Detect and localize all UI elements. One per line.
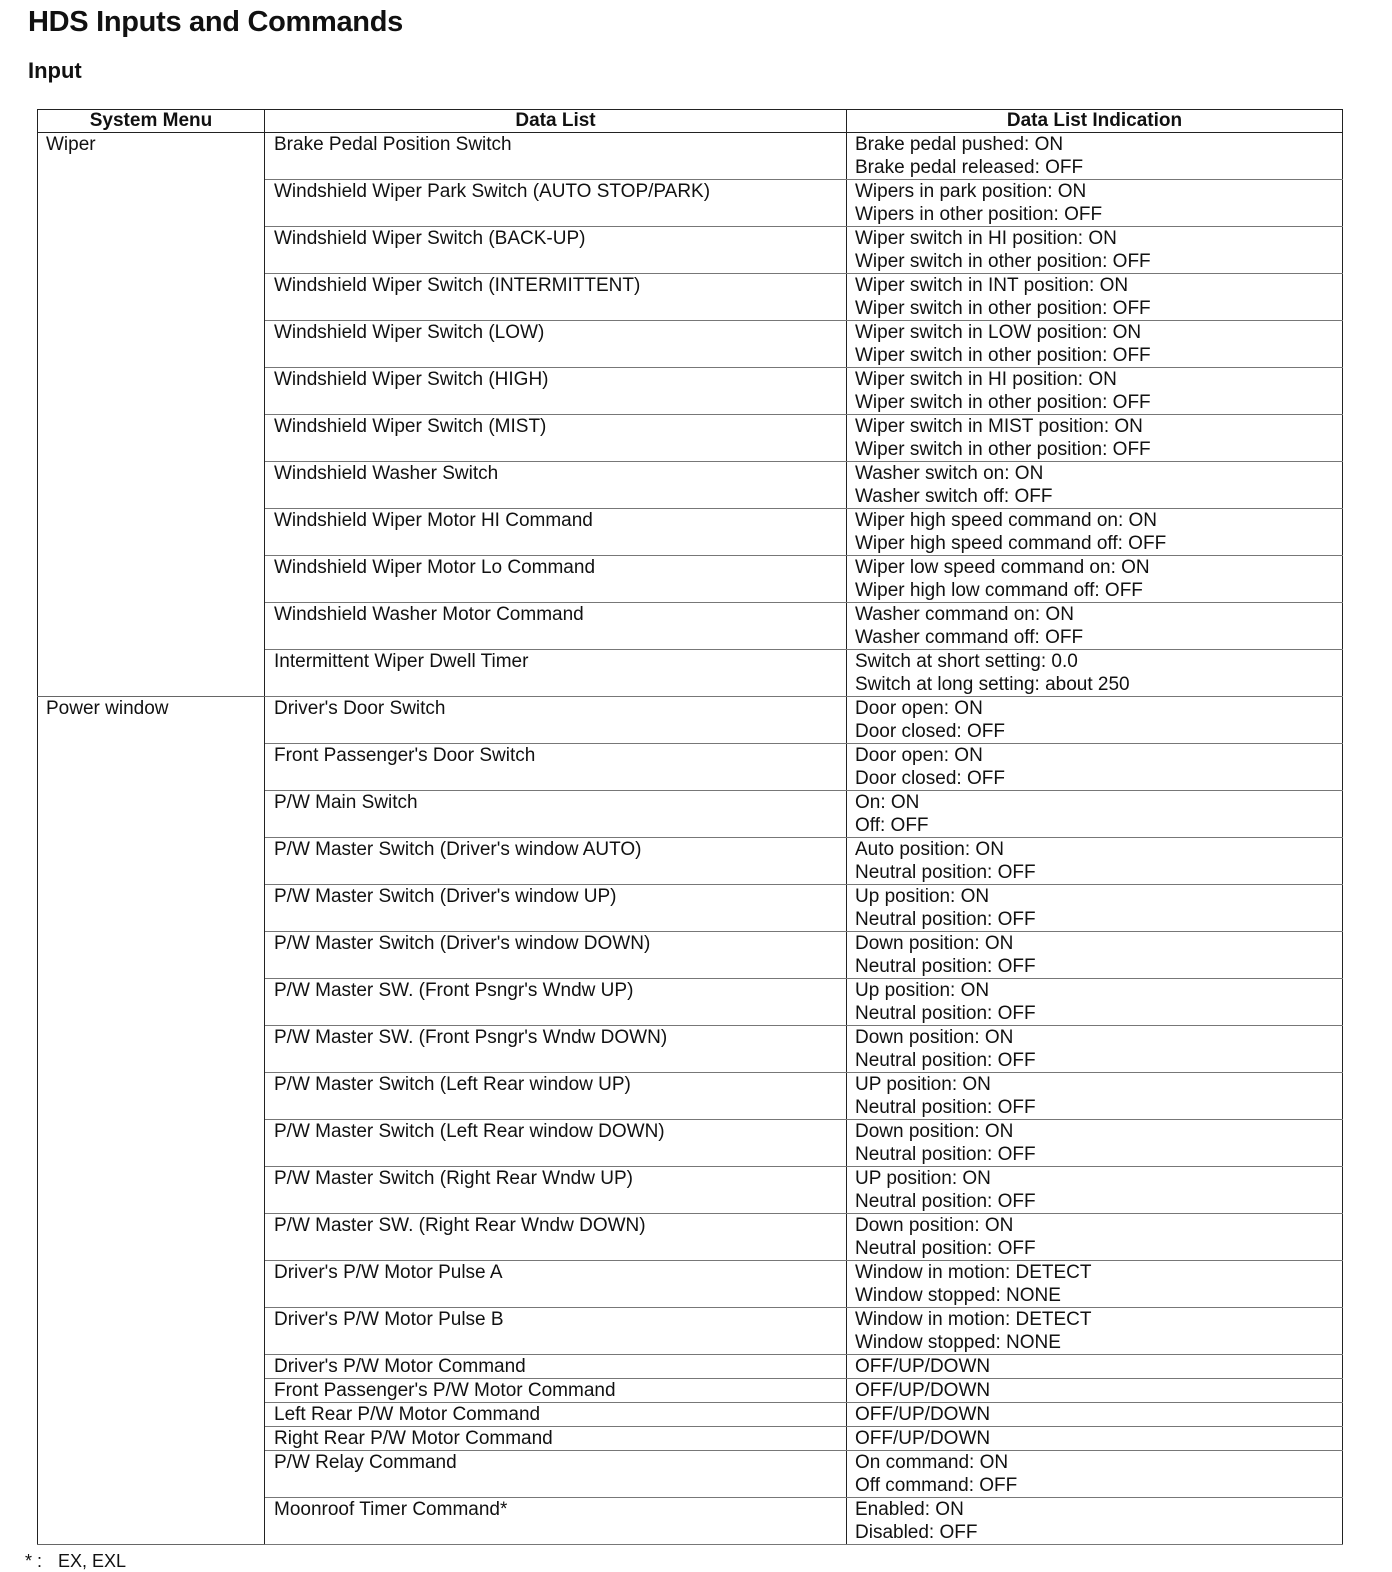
footnote — [25, 1551, 126, 1572]
indication-line: Wiper high low command off: OFF — [855, 580, 1143, 601]
data-list-indication-cell — [847, 274, 1343, 321]
data-list-indication-cell — [847, 744, 1343, 791]
data-list-item: Driver's P/W Motor Pulse B — [265, 1308, 847, 1355]
indication-line: Door closed: OFF — [855, 721, 1005, 742]
indication-line: Off command: OFF — [855, 1475, 1018, 1496]
data-list-indication-cell — [847, 697, 1343, 744]
data-list-item: P/W Master SW. (Front Psngr's Wndw UP) — [265, 979, 847, 1026]
indication-line: Switch at short setting: 0.0 — [855, 651, 1078, 672]
data-list-indication-cell — [847, 1167, 1343, 1214]
indication-line: Washer command off: OFF — [855, 627, 1084, 648]
data-list-item: Windshield Washer Motor Command — [265, 603, 847, 650]
indication-line: Wiper switch in other position: OFF — [855, 251, 1151, 272]
data-list-item: P/W Master Switch (Left Rear window DOWN) — [265, 1120, 847, 1167]
data-list-item: P/W Master SW. (Right Rear Wndw DOWN) — [265, 1214, 847, 1261]
data-list-indication-cell — [847, 650, 1343, 697]
section-title: Input — [28, 58, 82, 83]
indication-line: Brake pedal pushed: ON — [855, 134, 1064, 155]
indication-line: On: ON — [855, 792, 920, 813]
indication-line: Down position: ON — [855, 1215, 1014, 1236]
indication-line: Wiper switch in INT position: ON — [855, 275, 1129, 296]
indication-line: OFF/UP/DOWN — [855, 1380, 991, 1401]
indication-line: Window stopped: NONE — [855, 1332, 1061, 1353]
data-list-item: Intermittent Wiper Dwell Timer — [265, 650, 847, 697]
indication-line: Neutral position: OFF — [855, 1191, 1036, 1212]
data-list-indication-cell — [847, 462, 1343, 509]
data-list-item: Windshield Wiper Switch (BACK-UP) — [265, 227, 847, 274]
footnote-mark: * : — [25, 1551, 43, 1571]
data-list-indication-cell — [847, 838, 1343, 885]
data-list-item: P/W Main Switch — [265, 791, 847, 838]
indication-line: OFF/UP/DOWN — [855, 1356, 991, 1377]
indication-line: Neutral position: OFF — [855, 1050, 1036, 1071]
data-list-indication-cell — [847, 556, 1343, 603]
header-data-list-indication: Data List Indication — [847, 110, 1343, 133]
indication-line: Up position: ON — [855, 886, 990, 907]
indication-line: Door open: ON — [855, 698, 983, 719]
data-list-indication-cell — [847, 368, 1343, 415]
indication-line: Down position: ON — [855, 933, 1014, 954]
indication-line: Wiper high speed command on: ON — [855, 510, 1158, 531]
page-title: HDS Inputs and Commands — [28, 6, 403, 38]
data-list-item: Front Passenger's Door Switch — [265, 744, 847, 791]
data-list-item: Driver's Door Switch — [265, 697, 847, 744]
indication-line: Off: OFF — [855, 815, 929, 836]
data-list-item: P/W Master SW. (Front Psngr's Wndw DOWN) — [265, 1026, 847, 1073]
indication-line: Up position: ON — [855, 980, 990, 1001]
table-row — [38, 133, 1343, 180]
data-list-item: Windshield Wiper Switch (LOW) — [265, 321, 847, 368]
header-system-menu: System Menu — [38, 110, 265, 133]
data-list-indication-cell — [847, 1073, 1343, 1120]
hds-input-table — [37, 109, 1343, 1545]
indication-line: Wiper switch in MIST position: ON — [855, 416, 1143, 437]
data-list-item: Windshield Wiper Switch (MIST) — [265, 415, 847, 462]
data-list-indication-cell — [847, 1355, 1343, 1379]
data-list-indication-cell — [847, 415, 1343, 462]
data-list-indication-cell — [847, 885, 1343, 932]
system-menu-cell: Wiper — [38, 133, 265, 697]
indication-line: Wiper high speed command off: OFF — [855, 533, 1167, 554]
data-list-item: Windshield Wiper Park Switch (AUTO STOP/PARK) — [265, 180, 847, 227]
indication-line: On command: ON — [855, 1452, 1009, 1473]
indication-line: Brake pedal released: OFF — [855, 157, 1084, 178]
indication-line: Wiper low speed command on: ON — [855, 557, 1150, 578]
data-list-item: Left Rear P/W Motor Command — [265, 1403, 847, 1427]
indication-line: OFF/UP/DOWN — [855, 1404, 991, 1425]
data-list-indication-cell — [847, 1427, 1343, 1451]
indication-line: Window in motion: DETECT — [855, 1262, 1092, 1283]
data-list-item: P/W Master Switch (Left Rear window UP) — [265, 1073, 847, 1120]
data-list-item: Brake Pedal Position Switch — [265, 133, 847, 180]
indication-line: Washer command on: ON — [855, 604, 1074, 625]
data-list-indication-cell — [847, 932, 1343, 979]
system-menu-cell: Power window — [38, 697, 265, 1545]
data-list-item: Windshield Wiper Switch (INTERMITTENT) — [265, 274, 847, 321]
indication-line: Wiper switch in HI position: ON — [855, 228, 1117, 249]
indication-line: UP position: ON — [855, 1074, 991, 1095]
indication-line: Wipers in other position: OFF — [855, 204, 1103, 225]
data-list-item: P/W Master Switch (Driver's window DOWN) — [265, 932, 847, 979]
data-list-indication-cell — [847, 133, 1343, 180]
indication-line: UP position: ON — [855, 1168, 991, 1189]
indication-line: Wiper switch in HI position: ON — [855, 369, 1117, 390]
data-list-item: P/W Master Switch (Driver's window UP) — [265, 885, 847, 932]
indication-line: Down position: ON — [855, 1121, 1014, 1142]
data-list-item: Moonroof Timer Command* — [265, 1498, 847, 1545]
data-list-item: Front Passenger's P/W Motor Command — [265, 1379, 847, 1403]
indication-line: Disabled: OFF — [855, 1522, 978, 1543]
data-list-item: Windshield Wiper Motor Lo Command — [265, 556, 847, 603]
data-list-indication-cell — [847, 979, 1343, 1026]
data-list-indication-cell — [847, 1026, 1343, 1073]
indication-line: Neutral position: OFF — [855, 1238, 1036, 1259]
header-data-list: Data List — [265, 110, 847, 133]
data-list-indication-cell — [847, 791, 1343, 838]
data-list-item: Windshield Wiper Switch (HIGH) — [265, 368, 847, 415]
indication-line: Neutral position: OFF — [855, 1144, 1036, 1165]
indication-line: Auto position: ON — [855, 839, 1004, 860]
indication-line: Switch at long setting: about 250 — [855, 674, 1130, 695]
data-list-indication-cell — [847, 321, 1343, 368]
data-list-indication-cell — [847, 1379, 1343, 1403]
indication-line: Down position: ON — [855, 1027, 1014, 1048]
data-list-item: Driver's P/W Motor Command — [265, 1355, 847, 1379]
data-list-indication-cell — [847, 509, 1343, 556]
indication-line: Washer switch on: ON — [855, 463, 1044, 484]
data-list-indication-cell — [847, 180, 1343, 227]
indication-line: Enabled: ON — [855, 1499, 964, 1520]
data-list-indication-cell — [847, 1214, 1343, 1261]
indication-line: Door open: ON — [855, 745, 983, 766]
data-list-indication-cell — [847, 1498, 1343, 1545]
indication-line: Neutral position: OFF — [855, 1097, 1036, 1118]
data-list-item: P/W Master Switch (Driver's window AUTO) — [265, 838, 847, 885]
indication-line: Wiper switch in other position: OFF — [855, 298, 1151, 319]
indication-line: Window stopped: NONE — [855, 1285, 1061, 1306]
table-body — [38, 133, 1343, 1545]
data-list-indication-cell — [847, 1451, 1343, 1498]
indication-line: Wiper switch in other position: OFF — [855, 439, 1151, 460]
data-list-indication-cell — [847, 1120, 1343, 1167]
indication-line: Neutral position: OFF — [855, 956, 1036, 977]
indication-line: Wiper switch in LOW position: ON — [855, 322, 1142, 343]
data-list-item: P/W Relay Command — [265, 1451, 847, 1498]
data-list-indication-cell — [847, 1261, 1343, 1308]
data-list-item: Driver's P/W Motor Pulse A — [265, 1261, 847, 1308]
indication-line: Neutral position: OFF — [855, 862, 1036, 883]
data-list-item: Windshield Washer Switch — [265, 462, 847, 509]
table-header-row — [38, 110, 1343, 133]
indication-line: Door closed: OFF — [855, 768, 1005, 789]
footnote-text: EX, EXL — [58, 1551, 127, 1571]
indication-line: Washer switch off: OFF — [855, 486, 1053, 507]
table-row — [38, 697, 1343, 744]
data-list-indication-cell — [847, 1403, 1343, 1427]
data-list-indication-cell — [847, 1308, 1343, 1355]
indication-line: Window in motion: DETECT — [855, 1309, 1092, 1330]
data-list-item: P/W Master Switch (Right Rear Wndw UP) — [265, 1167, 847, 1214]
indication-line: Wiper switch in other position: OFF — [855, 345, 1151, 366]
data-list-indication-cell — [847, 603, 1343, 650]
indication-line: Wiper switch in other position: OFF — [855, 392, 1151, 413]
indication-line: OFF/UP/DOWN — [855, 1428, 991, 1449]
data-list-item: Windshield Wiper Motor HI Command — [265, 509, 847, 556]
data-list-indication-cell — [847, 227, 1343, 274]
indication-line: Neutral position: OFF — [855, 1003, 1036, 1024]
data-list-item: Right Rear P/W Motor Command — [265, 1427, 847, 1451]
indication-line: Neutral position: OFF — [855, 909, 1036, 930]
indication-line: Wipers in park position: ON — [855, 181, 1087, 202]
